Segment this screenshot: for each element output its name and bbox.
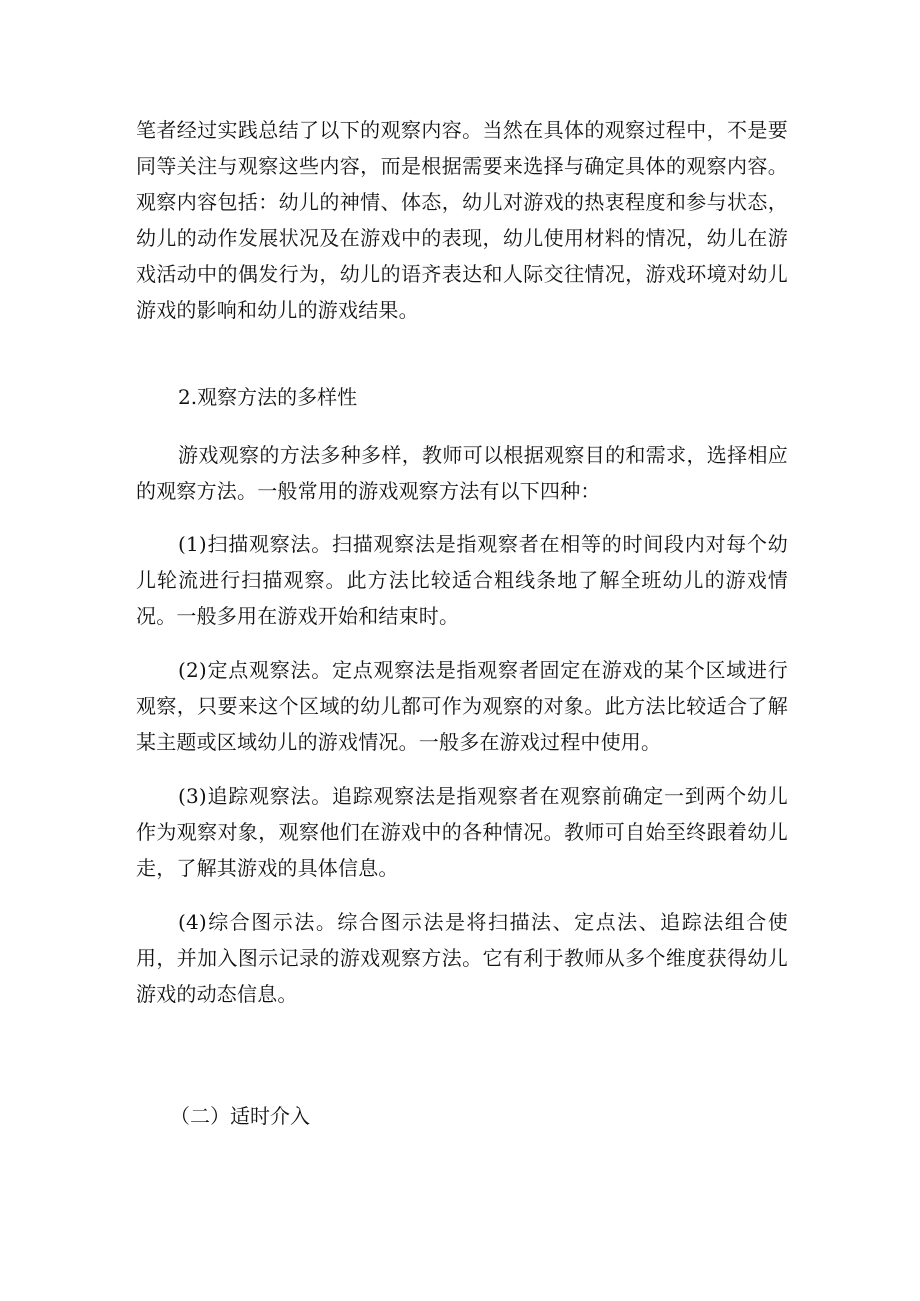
paragraph-observation-content: 笔者经过实践总结了以下的观察内容。当然在具体的观察过程中，不是要同等关注与观察这些内容，而是根据需要来选择与确定具体的观察内容。观察内容包括：幼儿的神情、体态，幼儿对游戏的热衷程度和参与状态，幼儿的动作发展状况及在游戏中的表现，幼儿使用材料的情况，幼儿在游戏活动中的偶发行为，幼儿的语齐表达和人际交往情况，游戏环境对幼儿游戏的影响和幼儿的游戏结果。 <box>136 118 788 322</box>
paragraph-scan-method: (1)扫描观察法。扫描观察法是指观察者在相等的时间段内对每个幼儿轮流进行扫描观察。此方法比较适合粗线条地了解全班幼儿的游戏情况。一般多用在游戏开始和结束时。 <box>136 532 788 628</box>
section-heading-timely-intervention: （二）适时介入 <box>170 1104 310 1128</box>
paragraph-methods-intro: 游戏观察的方法多种多样，教师可以根据观察目的和需求，选择相应的观察方法。一般常用的游戏观察方法有以下四种： <box>136 443 788 503</box>
subheading-observation-methods: 2.观察方法的多样性 <box>178 385 358 409</box>
paragraph-tracking-method: (3)追踪观察法。追踪观察法是指观察者在观察前确定一到两个幼儿作为观察对象，观察他们在游戏中的各种情况。教师可自始至终跟着幼儿走，了解其游戏的具体信息。 <box>136 784 788 880</box>
paragraph-combined-diagram-method: (4)综合图示法。综合图示法是将扫描法、定点法、追踪法组合使用，并加入图示记录的游戏观察方法。它有利于教师从多个维度获得幼儿游戏的动态信息。 <box>136 910 788 1006</box>
paragraph-fixed-point-method: (2)定点观察法。定点观察法是指观察者固定在游戏的某个区域进行观察，只要来这个区域的幼儿都可作为观察的对象。此方法比较适合了解某主题或区域幼儿的游戏情况。一般多在游戏过程中使用。 <box>136 658 788 754</box>
